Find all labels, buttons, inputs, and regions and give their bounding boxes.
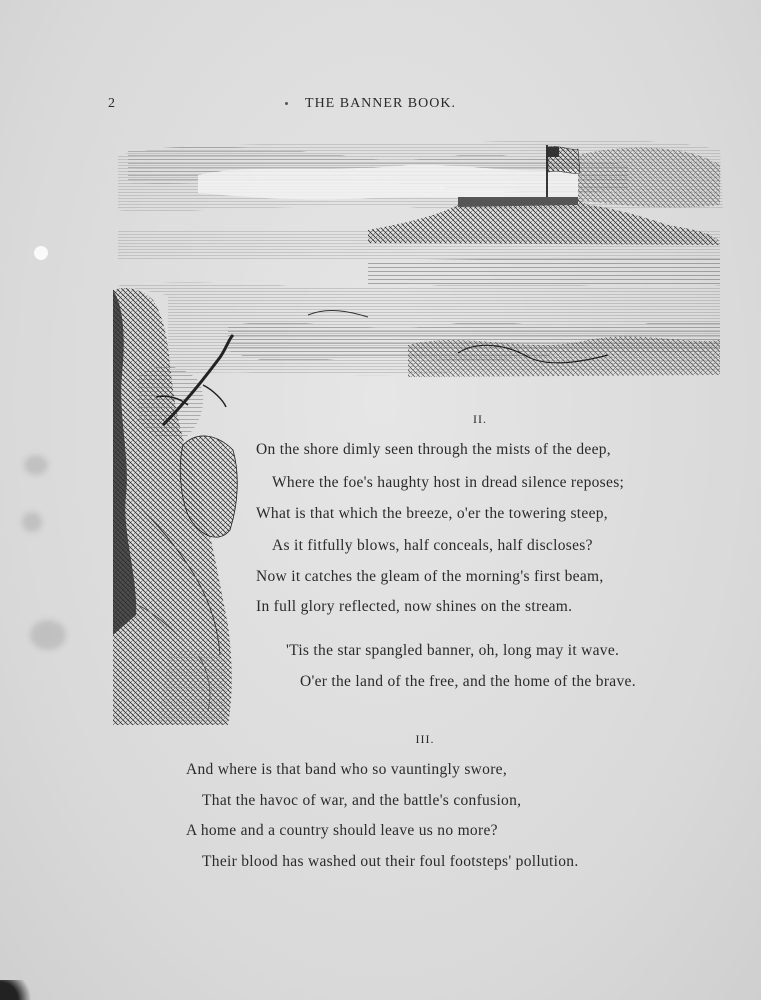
verse-line: That the havoc of war, and the battle's confusion, bbox=[202, 792, 522, 809]
paper-stain bbox=[24, 455, 48, 475]
sky-clouds bbox=[118, 140, 723, 212]
verse-line: On the shore dimly seen through the mists of the deep, bbox=[256, 441, 611, 458]
verse-line: In full glory reflected, now shines on the stream. bbox=[256, 598, 573, 615]
sea-waves bbox=[118, 282, 720, 377]
verse-line: And where is that band who so vauntingly swore, bbox=[186, 761, 508, 778]
dark-water-strip bbox=[368, 257, 720, 286]
page-number: 2 bbox=[108, 96, 115, 111]
running-head bbox=[0, 96, 761, 116]
refrain-line: 'Tis the star spangled banner, oh, long may it wave. bbox=[286, 642, 620, 659]
verse-line: Where the foe's haughty host in dread silence reposes; bbox=[272, 474, 625, 491]
paper-stain bbox=[22, 512, 42, 532]
paper-stain bbox=[30, 620, 66, 650]
stanza-number: II. bbox=[473, 412, 487, 426]
verse-line: Their blood has washed out their foul footsteps' pollution. bbox=[202, 853, 579, 870]
engraving-illustration bbox=[108, 135, 728, 725]
verse-line: A home and a country should leave us no more? bbox=[186, 822, 498, 839]
paper-hole bbox=[34, 246, 48, 260]
verse-line: As it fitfully blows, half conceals, half discloses? bbox=[272, 537, 593, 554]
verse-line: What is that which the breeze, o'er the towering steep, bbox=[256, 505, 608, 522]
verse-line: Now it catches the gleam of the morning's first beam, bbox=[256, 568, 604, 585]
page-corner-shadow bbox=[0, 980, 40, 1000]
distant-water bbox=[118, 230, 720, 260]
stanza-number: III. bbox=[415, 732, 435, 746]
book-title: THE BANNER BOOK. bbox=[305, 96, 456, 111]
refrain-line: O'er the land of the free, and the home of the brave. bbox=[300, 673, 636, 690]
